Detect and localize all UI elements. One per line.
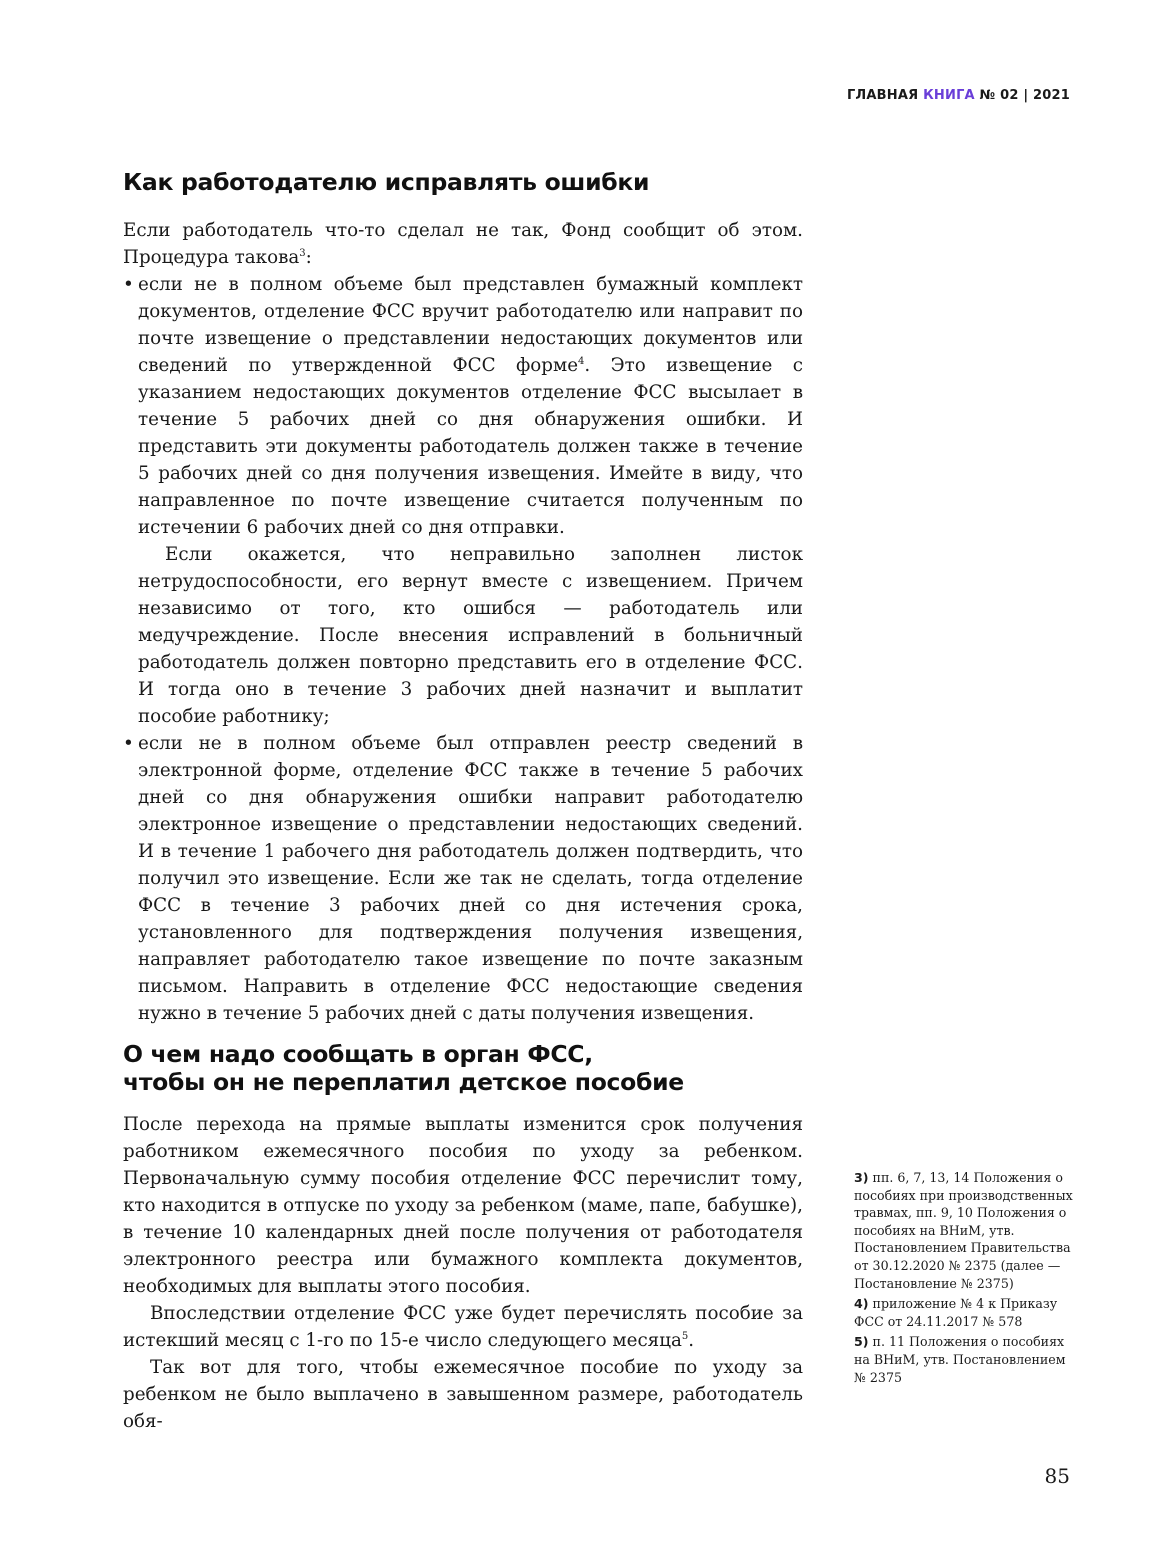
section1-intro: Если работодатель что-то сделал не так, Фонд сообщит об этом. Процедура такова$^3$: [123,220,803,268]
issue-label: № 02 | 2021 [979,88,1070,103]
bullet2-paragraph: • если не в полном объеме был отправлен реестр сведений в электронной форме, отделение ФСС также в течение 5 рабочих дней со дня обнаружения ошибки направит работодателю электронное извещение о представлении недостающих сведений. И в течение 1 рабочего дня работодатель должен подтвердить, что получил это извещение. Если же так не сделать, тогда отделение ФСС в течение 3 рабочих дней со дня истечения срока, установленного для подтверждения получения извещения, направляет работодателю такое извещение по почте заказным письмом. Направить в отделение ФСС недостающие сведения нужно в течение 5 рабочих дней с даты получения извещения. [138,733,803,1024]
list-item [123,271,803,730]
list-item [123,730,803,1027]
running-header [847,88,1070,103]
section2-paragraph2: Впоследствии отделение ФСС уже будет перечислять пособие за истекший месяц с 1-го по 15-е число следующего месяца$^5$. [123,1303,803,1351]
footnote-ref-4: 4 [578,355,585,367]
bullet1-paragraph1: • если не в полном объеме был представлен бумажный комплект документов, отделение ФСС вручит работодателю или направит по почте извещение о представлении недостающих документов или сведений по утвержденной ФСС форме$^4$. Это извещение с указанием недостающих документов отделение ФСС высылает в течение 5 рабочих дней со дня обнаружения ошибки. И представить эти документы работодатель должен также в течение 5 рабочих дней со дня получения извещения. Имейте в виду, что направленное по почте извещение считается полученным по истечении 6 рабочих дней со дня отправки. [138,274,803,538]
brand-accent: КНИГА [923,88,975,103]
footnote-4: 4) приложение № 4 к Приказу ФСС от 24.11.2017 № 578 [854,1296,1058,1329]
brand-main: ГЛАВНАЯ [846,88,919,103]
footnotes [854,1169,1076,1389]
section1-bullet-list [123,271,803,1027]
footnote-ref-3: 3 [299,247,306,259]
page-number: 85 [1044,1464,1070,1488]
section2-paragraph1: После перехода на прямые выплаты изменится срок получения работником ежемесячного пособия по уходу за ребенком. Первоначальную сумму пособия отделение ФСС перечислит тому, кто находится в отпуске по уходу за ребенком (маме, папе, бабушке), в течение 10 календарных дней после получения от работодателя электронного реестра или бумажного комплекта документов, необходимых для выплаты этого пособия. [123,1114,803,1297]
footnote-5: 5) п. 11 Положения о пособиях на ВНиМ, утв. Постановлением № 2375 [854,1334,1066,1385]
footnote-3: 3) пп. 6, 7, 13, 14 Положения о пособиях при производственных травмах, пп. 9, 10 Положения о пособиях на ВНиМ, утв. Постановлением Правительства от 30.12.2020 № 2375 (далее — Постановление № 2375) [854,1170,1073,1291]
footnote-ref-5: 5 [681,1330,689,1342]
section2-paragraph3: Так вот для того, чтобы ежемесячное пособие по уходу за ребенком не было выплачено в завышенном размере, работодатель обя- [123,1357,803,1432]
section1-title: Как работодателю исправлять ошибки [123,168,650,196]
section2-body [123,1111,803,1435]
bullet1-paragraph2: Если окажется, что неправильно заполнен листок нетрудоспособности, его вернут вместе с извещением. Причем независимо от того, кто ошибся — работодатель или медучреждение. После внесения исправлений в больничный работодатель должен повторно представить его в отделение ФСС. И тогда оно в течение 3 рабочих дней назначит и выплатит пособие работнику; [138,544,803,727]
section1-body [123,217,803,1027]
section2-title: О чем надо сообщать в орган ФСС, чтобы он не переплатил детское пособие [123,1040,684,1096]
